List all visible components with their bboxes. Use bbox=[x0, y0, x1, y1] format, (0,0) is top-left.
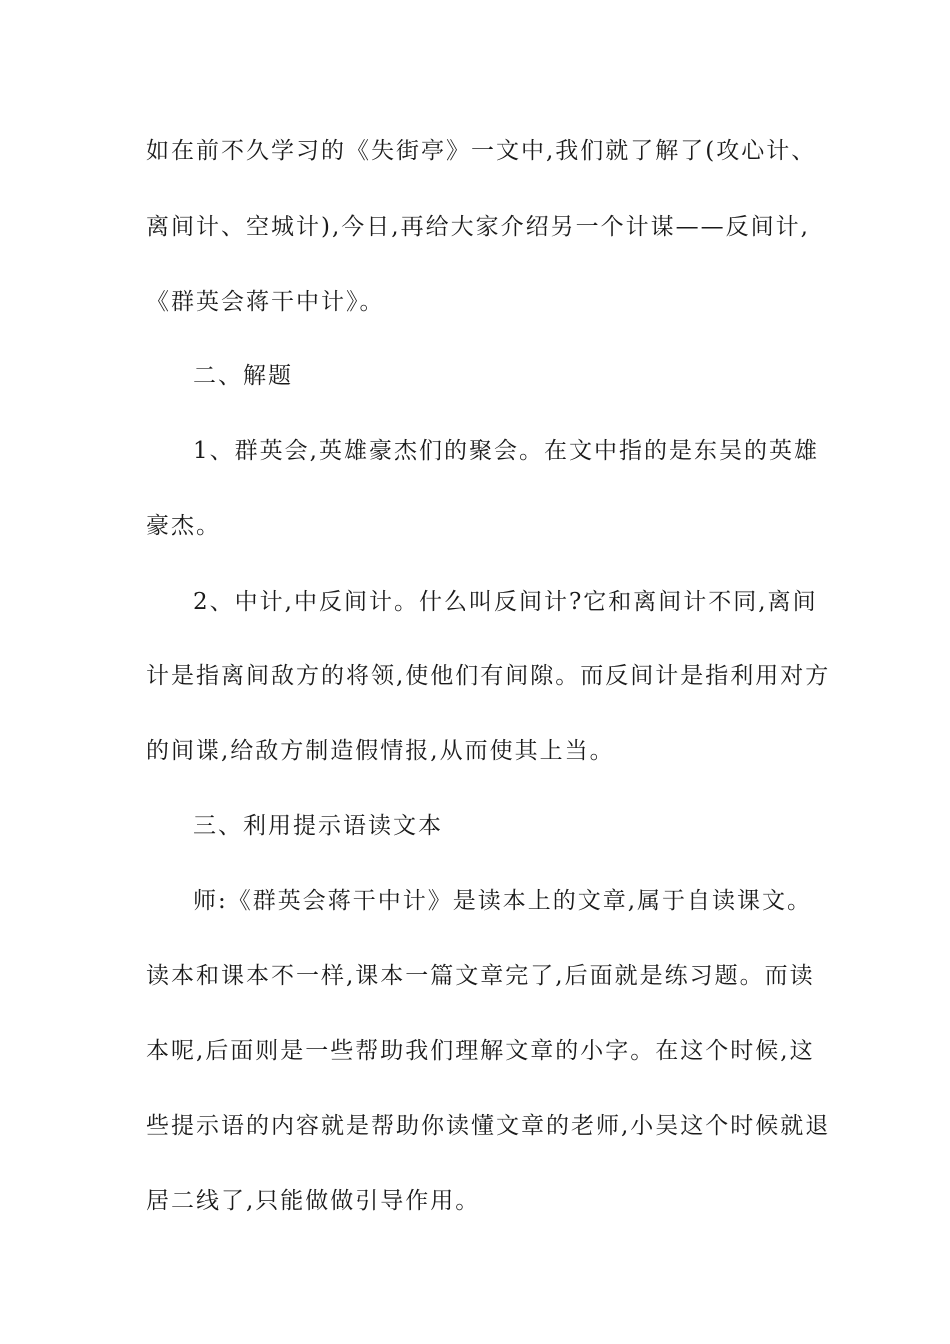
section-heading: 二、解题 bbox=[193, 363, 293, 389]
text-line: 居二线了,只能做做引导作用。 bbox=[146, 1188, 481, 1214]
text-line: 离间计、空城计),今日,再给大家介绍另一个计谋——反间计, bbox=[146, 214, 810, 240]
text-line: 本呢,后面则是一些帮助我们理解文章的小字。在这个时候,这 bbox=[146, 1038, 815, 1064]
text-line: 1、群英会,英雄豪杰们的聚会。在文中指的是东吴的英雄 bbox=[193, 438, 819, 464]
text-line: 2、中计,中反间计。什么叫反间计?它和离间计不同,离间 bbox=[193, 589, 818, 615]
section-heading: 三、利用提示语读文本 bbox=[193, 813, 443, 839]
text-line: 《群英会蒋干中计》。 bbox=[146, 289, 385, 315]
text-line: 的间谍,给敌方制造假情报,从而使其上当。 bbox=[146, 738, 615, 764]
text-line: 师:《群英会蒋干中计》是读本上的文章,属于自读课文。 bbox=[193, 888, 813, 914]
text-line: 如在前不久学习的《失街亭》一文中,我们就了解了(攻心计、 bbox=[146, 138, 817, 164]
text-line: 些提示语的内容就是帮助你读懂文章的老师,小吴这个时候就退 bbox=[146, 1113, 831, 1139]
text-line: 豪杰。 bbox=[146, 513, 221, 539]
text-line: 计是指离间敌方的将领,使他们有间隙。而反间计是指利用对方 bbox=[146, 663, 831, 689]
text-line: 读本和课本不一样,课本一篇文章完了,后面就是练习题。而读 bbox=[146, 963, 815, 989]
